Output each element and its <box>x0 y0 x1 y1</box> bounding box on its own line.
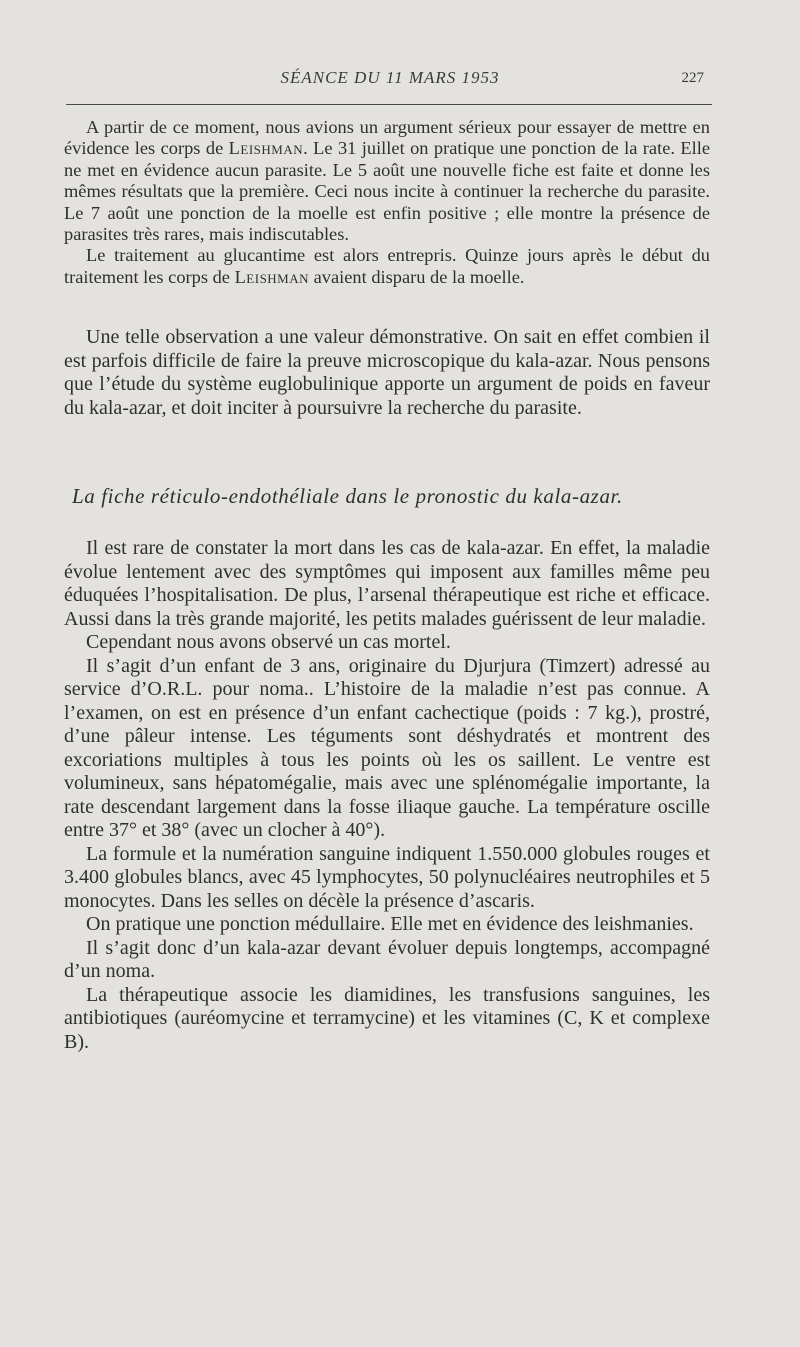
header-rule <box>66 104 712 105</box>
text-run: avaient disparu de la moelle. <box>309 266 525 287</box>
text-run: . Le 31 juillet on pratique une ponction de la rate. Elle ne met en évidence aucun parasite. Le 5 août une nouvelle fiche est faite et donne les mêmes résultats que la première. Ceci nous incite à continuer la recherche du parasite. Le 7 août une ponction de la moelle est enfin positive ; elle montre la présence de parasites très rares, mais indiscutables. <box>64 138 711 245</box>
paragraph-block-3 <box>64 537 710 1054</box>
page-number: 227 <box>681 70 704 86</box>
author-name: Leishman <box>234 266 310 287</box>
paragraph: Il est rare de constater la mort dans les cas de kala-azar. En effet, la maladie évolue lentement avec des symptômes qui imposent aux familles même peu éduquées l’hospitalisation. De plus, l’arsenal thérapeutique est riche et efficace. Aussi dans la très grande majorité, les petits malades guérissent de leur maladie. <box>64 537 710 630</box>
paragraph: Il s’agit donc d’un kala-azar devant évoluer depuis longtemps, accompagné d’un noma. <box>64 936 710 982</box>
paragraph: Il s’agit d’un enfant de 3 ans, originaire du Djurjura (Timzert) adressé au service d’O.R.L. pour noma.. L’histoire de la maladie n’est pas connue. A l’examen, on est en présence d’un enfant cachectique (poids : 7 kg.), prostré, d’une pâleur intense. Les téguments sont déshydratés et montrent des excoriations multiples à tous les points où les os saillent. Le ventre est volumineux, sans hépatomégalie, mais avec une splénomégalie importante, la rate descendant largement dans la fosse iliaque gauche. La température oscille entre 37° et 38° (avec un clocher à 40°). <box>64 654 710 841</box>
text-run: A partir de ce moment, nous avions un argument sérieux pour essayer de mettre en évidence les corps de <box>64 117 710 159</box>
running-title: SÉANCE DU 11 MARS 1953 <box>280 68 500 87</box>
paragraph <box>64 245 710 288</box>
paragraph-block-2 <box>64 326 710 420</box>
paragraph: La thérapeutique associe les diamidines, les transfusions sanguines, les antibiotiques (auréomycine et terramycine) et les vitamines (C, K et complexe B). <box>64 983 710 1053</box>
paragraph <box>64 117 710 245</box>
author-name: Leishman <box>228 138 304 159</box>
text-run: Le traitement au glucantime est alors entrepris. Quinze jours après le début du traitement les corps de <box>64 245 710 287</box>
paragraph: Une telle observation a une valeur démonstrative. On sait en effet combien il est parfois difficile de faire la preuve microscopique du kala-azar. Nous pensons que l’étude du système euglobulinique apporte un argument de poids en faveur du kala-azar, et doit inciter à poursuivre la recherche du parasite. <box>64 326 710 419</box>
paragraph: On pratique une ponction médullaire. Elle met en évidence des leishmanies. <box>86 913 694 935</box>
section-heading: La fiche réticulo-endothéliale dans le pronostic du kala-azar. <box>72 484 623 508</box>
paragraph: La formule et la numération sanguine indiquent 1.550.000 globules rouges et 3.400 globules blancs, avec 45 lymphocytes, 50 polynucléaires neutrophiles et 5 monocytes. Dans les selles on décèle la présence d’ascaris. <box>64 842 710 912</box>
paragraph-block-1 <box>64 117 710 288</box>
page-header <box>66 68 714 96</box>
paragraph: Cependant nous avons observé un cas mortel. <box>86 631 451 653</box>
